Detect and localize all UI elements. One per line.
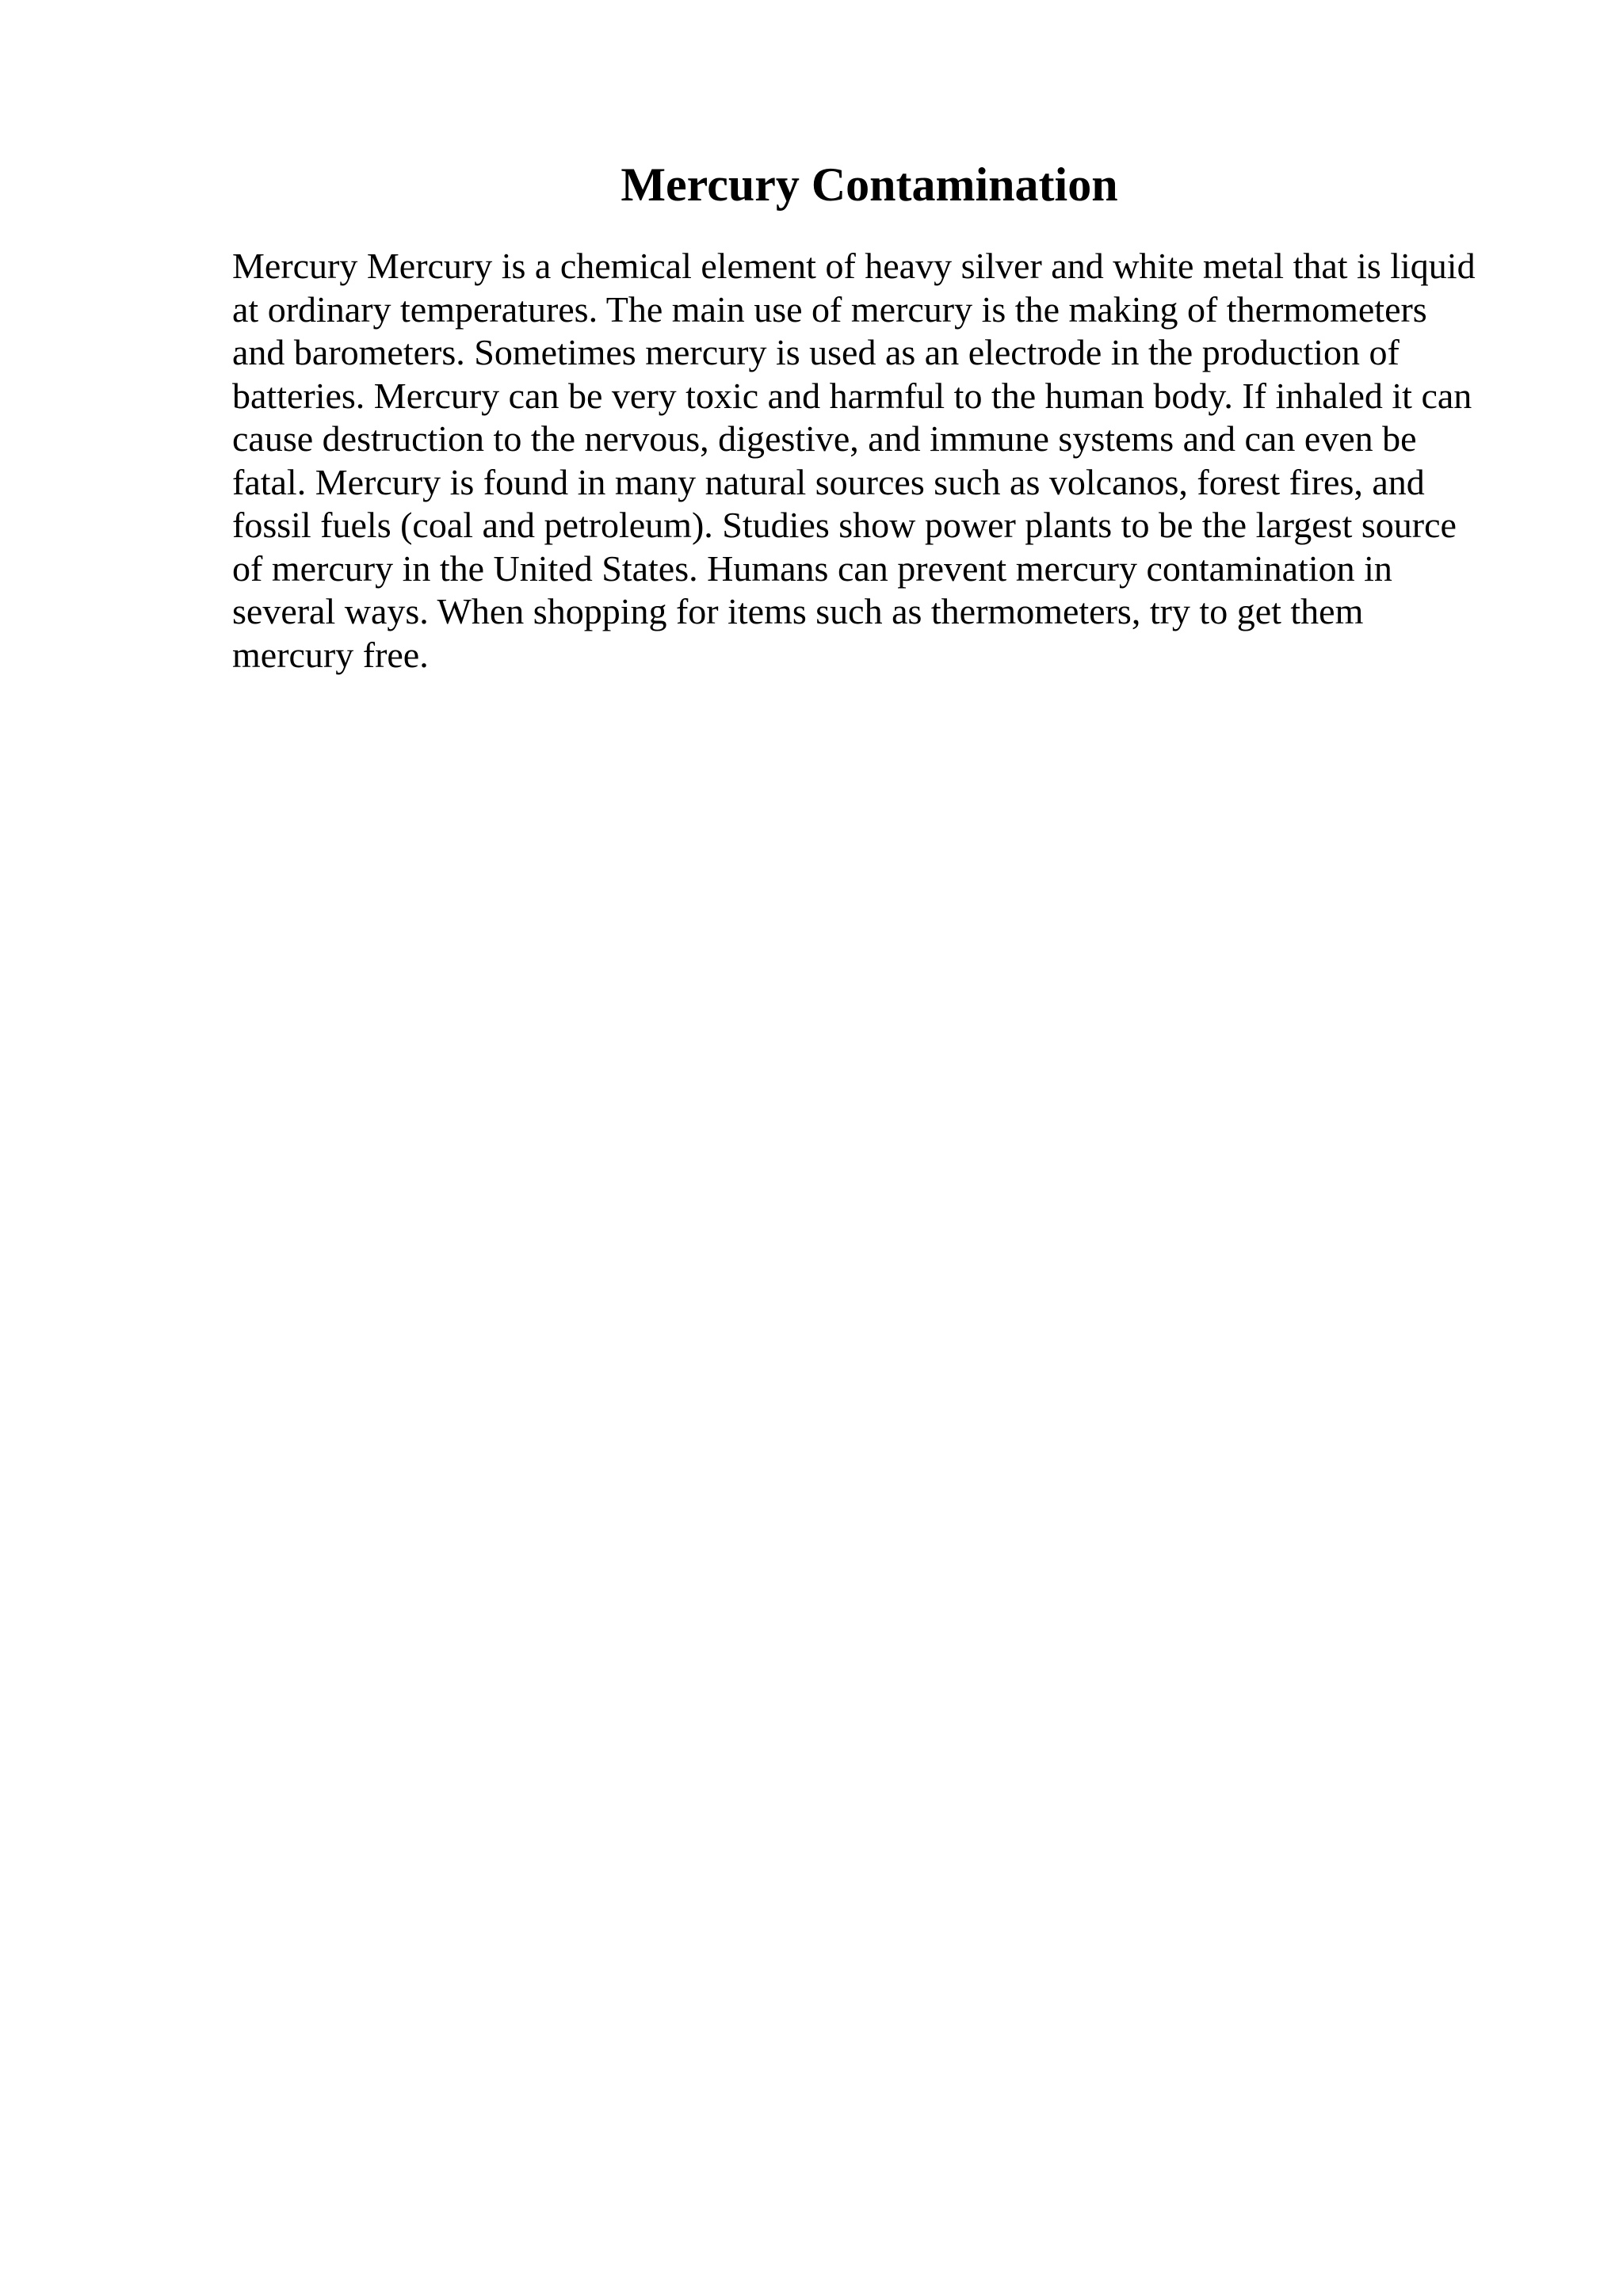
document-title: Mercury Contamination — [621, 158, 1118, 211]
document-body-paragraph: Mercury Mercury is a chemical element of heavy silver and white metal that is liquid at ordinary temperatures. The main use of mercury is the making of thermometers and barometers. Sometimes mercury is used as an electrode in the production of batteries. Mercury can be very toxic and harmful to the human body. If inhaled it can cause destruction to the nervous, digestive, and immune systems and can even be fatal. Mercury is found in many natural sources such as volcanos, forest fires, and fossil fuels (coal and petroleum). Studies show power plants to be the largest source of mercury in the United States. Humans can prevent mercury contamination in several ways. When shopping for items such as thermometers, try to get them mercury free. — [232, 246, 1476, 675]
